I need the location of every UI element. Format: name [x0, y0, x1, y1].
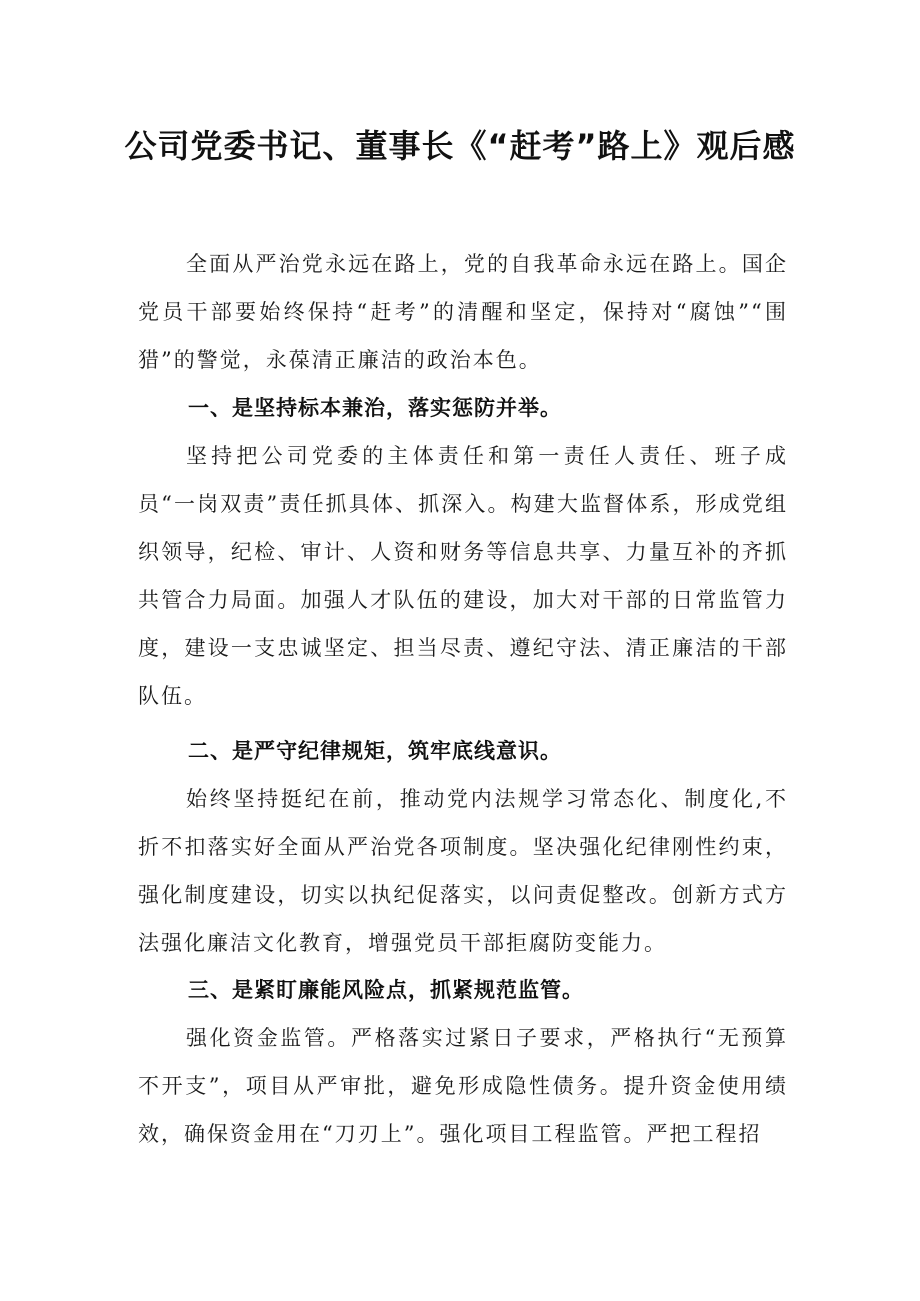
- section-heading-2: 二、是严守纪律规矩，筑牢底线意识。: [188, 739, 562, 763]
- section-heading-3: 三、是紧盯廉能风险点，抓紧规范监管。: [188, 978, 584, 1002]
- document-title: 公司党委书记、董事长《“赶考”路上》观后感: [124, 127, 796, 165]
- section-paragraph-1: 坚持把公司党委的主体责任和第一责任人责任、班子成员“一岗双责”责任抓具体、抓深入。构建大监督体系，形成党组织领导，纪检、审计、人资和财务等信息共享、力量互补的齐抓共管合力局面。加强人才队伍的建设，加大对干部的日常监管力度，建设一支忠诚坚定、担当尽责、遵纪守法、清正廉洁的干部队伍。: [138, 444, 788, 708]
- section-paragraph-2: 始终坚持挺纪在前，推动党内法规学习常态化、制度化,不折不扣落实好全面从严治党各项制度。坚决强化纪律刚性约束，强化制度建设，切实以执纪促落实，以问责促整改。创新方式方法强化廉洁文化教育，增强党员干部拒腐防变能力。: [138, 787, 788, 955]
- section-heading-1: 一、是坚持标本兼治，落实惩防并举。: [188, 396, 562, 420]
- intro-paragraph: 全面从严治党永远在路上，党的自我革命永远在路上。国企党员干部要始终保持“赶考”的清醒和坚定，保持对“腐蚀”“围猎”的警觉，永葆清正廉洁的政治本色。: [138, 252, 788, 372]
- section-paragraph-3: 强化资金监管。严格落实过紧日子要求，严格执行“无预算不开支”，项目从严审批，避免形成隐性债务。提升资金使用绩效，确保资金用在“刀刃上”。强化项目工程监管。严把工程招: [138, 1026, 788, 1146]
